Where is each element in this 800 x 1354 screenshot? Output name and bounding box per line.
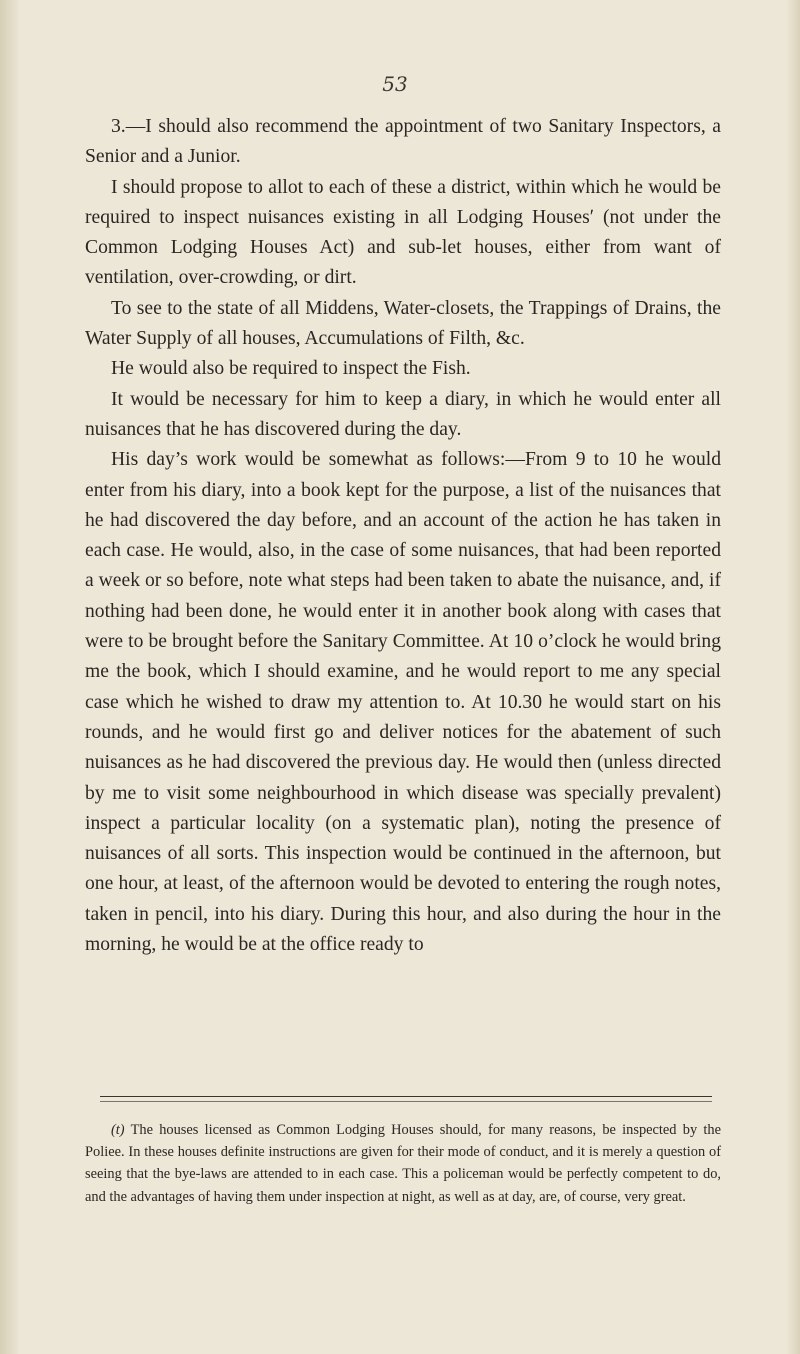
footnote-paragraph (85, 1119, 721, 1208)
footnote-marker: (t) (111, 1122, 125, 1138)
page-edge-shadow-right (786, 0, 800, 1354)
page-edge-shadow (0, 0, 18, 1354)
paragraph: He would also be required to inspect the Fish. (111, 358, 471, 380)
paragraph: 3.—I should also recommend the appointment of two Sanitary Inspectors, a Senior and a Junior. (85, 116, 721, 168)
body-text (85, 112, 721, 960)
page-number: 53 (382, 72, 408, 96)
paragraph: To see to the state of all Middens, Water-closets, the Trappings of Drains, the Water Supply of all houses, Accumulations of Filth, &c. (85, 297, 721, 350)
paragraph: I should propose to allot to each of these a district, within which he would be required to inspect nuisances existing in all Lodging Housesʹ (not under the Common Lodging Houses Act) and sub-let houses, either from want of ventilation, over-crowding, or dirt. (85, 176, 721, 289)
footnote-text: The houses licensed as Common Lodging Houses should, for many reasons, be inspected by the Poliee. In these houses definite instructions are given for their mode of conduct, and it is merely a question of seeing that the bye-laws are attended to in each case. This a policeman would be perfectly competent to do, and the advantages of having them under inspection at night, as well as at day, are, of course, very great. (85, 1122, 721, 1205)
paragraph: His day’s work would be somewhat as follows:—From 9 to 10 he would enter from his diary, into a book kept for the purpose, a list of the nuisances that he had discovered the day before, and an account of the action he has taken in each case. He would, also, in the case of some nuisances, that had been reported a week or so before, note what steps had been taken to abate the nuisance, and, if nothing had been done, he would enter it in another book along with cases that were to be brought before the Sanitary Committee. At 10 o’clock he would bring me the book, which I should examine, and he would report to me any special case which he wished to draw my attention to. At 10.30 he would start on his rounds, and he would first go and deliver notices for the abatement of such nuisances as he had discovered the previous day. He would then (unless directed by me to visit some neighbourhood in which disease was specially prevalent) inspect a particular locality (on a systematic plan), noting the presence of nuisances of all sorts. This inspection would be continued in the afternoon, but one hour, at least, of the afternoon would be devoted to entering the rough notes, taken in pencil, into his diary. During this hour, and also during the hour in the morning, he would be at the office ready to (85, 449, 721, 956)
paragraph: It would be necessary for him to keep a diary, in which he would enter all nuisances that he has discovered during the day. (85, 388, 721, 440)
footnote-divider (100, 1096, 712, 1097)
footnote-divider-secondary (100, 1101, 712, 1102)
footnote (85, 1119, 721, 1208)
